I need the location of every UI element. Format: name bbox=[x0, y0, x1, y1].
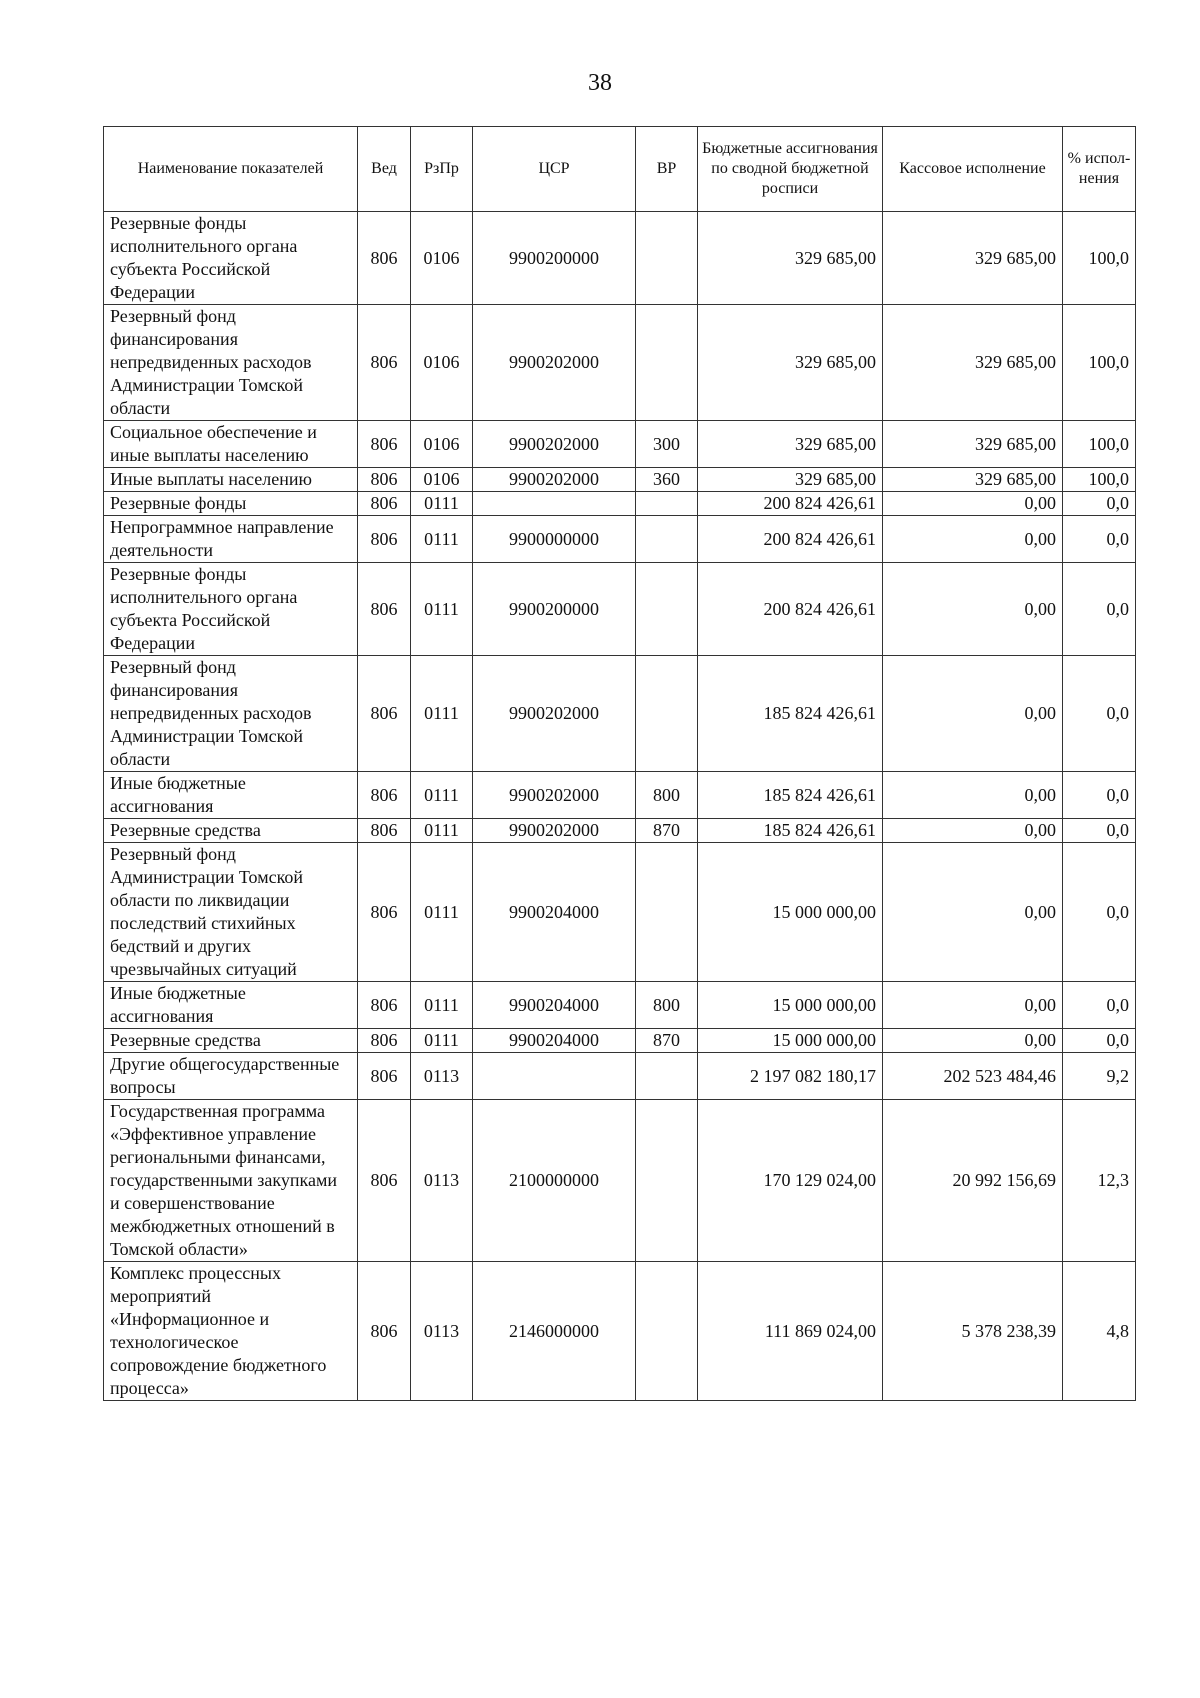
row-ved: 806 bbox=[358, 1262, 411, 1401]
row-csr: 9900202000 bbox=[473, 656, 636, 772]
row-cash: 0,00 bbox=[883, 843, 1063, 982]
row-budget: 329 685,00 bbox=[698, 468, 883, 492]
row-percent: 0,0 bbox=[1063, 819, 1136, 843]
row-ved: 806 bbox=[358, 843, 411, 982]
table-row bbox=[104, 563, 1136, 656]
row-rzpr: 0111 bbox=[411, 492, 473, 516]
row-csr: 9900204000 bbox=[473, 1029, 636, 1053]
row-rzpr: 0106 bbox=[411, 212, 473, 305]
row-ved: 806 bbox=[358, 1029, 411, 1053]
row-vr bbox=[636, 516, 698, 563]
row-budget: 200 824 426,61 bbox=[698, 492, 883, 516]
row-budget: 329 685,00 bbox=[698, 305, 883, 421]
row-budget: 111 869 024,00 bbox=[698, 1262, 883, 1401]
row-cash: 0,00 bbox=[883, 772, 1063, 819]
row-ved: 806 bbox=[358, 305, 411, 421]
row-vr: 800 bbox=[636, 982, 698, 1029]
row-csr: 2146000000 bbox=[473, 1262, 636, 1401]
row-ved: 806 bbox=[358, 563, 411, 656]
header-ved: Вед bbox=[358, 127, 411, 212]
row-name: Резервный фонд финансирования непредвиденных расходов Администрации Томской области bbox=[104, 305, 358, 421]
row-budget: 185 824 426,61 bbox=[698, 772, 883, 819]
row-percent: 0,0 bbox=[1063, 1029, 1136, 1053]
row-csr: 9900202000 bbox=[473, 468, 636, 492]
row-budget: 329 685,00 bbox=[698, 421, 883, 468]
row-rzpr: 0111 bbox=[411, 656, 473, 772]
row-budget: 15 000 000,00 bbox=[698, 982, 883, 1029]
row-cash: 329 685,00 bbox=[883, 212, 1063, 305]
row-csr: 9900202000 bbox=[473, 772, 636, 819]
row-name: Государственная программа «Эффективное управление региональными финансами, государственными закупками и совершенствование межбюджетных отношений в Томской области» bbox=[104, 1100, 358, 1262]
row-csr bbox=[473, 1053, 636, 1100]
row-percent: 100,0 bbox=[1063, 421, 1136, 468]
row-csr: 9900202000 bbox=[473, 305, 636, 421]
row-rzpr: 0113 bbox=[411, 1100, 473, 1262]
row-name: Резервные фонды исполнительного органа субъекта Российской Федерации bbox=[104, 212, 358, 305]
row-name: Резервные фонды bbox=[104, 492, 358, 516]
row-csr: 2100000000 bbox=[473, 1100, 636, 1262]
row-csr: 9900200000 bbox=[473, 563, 636, 656]
header-name: Наименование показателей bbox=[104, 127, 358, 212]
row-csr: 9900202000 bbox=[473, 819, 636, 843]
row-rzpr: 0111 bbox=[411, 982, 473, 1029]
row-ved: 806 bbox=[358, 516, 411, 563]
row-name: Резервные средства bbox=[104, 819, 358, 843]
row-percent: 0,0 bbox=[1063, 656, 1136, 772]
row-budget: 185 824 426,61 bbox=[698, 819, 883, 843]
table-row bbox=[104, 212, 1136, 305]
row-name: Резервные средства bbox=[104, 1029, 358, 1053]
row-budget: 200 824 426,61 bbox=[698, 563, 883, 656]
row-ved: 806 bbox=[358, 1053, 411, 1100]
row-ved: 806 bbox=[358, 492, 411, 516]
row-csr: 9900204000 bbox=[473, 843, 636, 982]
row-percent: 9,2 bbox=[1063, 1053, 1136, 1100]
row-percent: 0,0 bbox=[1063, 843, 1136, 982]
row-budget: 15 000 000,00 bbox=[698, 1029, 883, 1053]
table-row bbox=[104, 1029, 1136, 1053]
row-rzpr: 0113 bbox=[411, 1053, 473, 1100]
row-percent: 100,0 bbox=[1063, 212, 1136, 305]
row-cash: 5 378 238,39 bbox=[883, 1262, 1063, 1401]
table-row bbox=[104, 1100, 1136, 1262]
header-cash: Кассовое исполнение bbox=[883, 127, 1063, 212]
page-number: 38 bbox=[588, 70, 612, 96]
row-vr: 800 bbox=[636, 772, 698, 819]
row-percent: 0,0 bbox=[1063, 563, 1136, 656]
row-vr: 360 bbox=[636, 468, 698, 492]
row-vr bbox=[636, 563, 698, 656]
table-row bbox=[104, 843, 1136, 982]
row-ved: 806 bbox=[358, 982, 411, 1029]
row-percent: 0,0 bbox=[1063, 772, 1136, 819]
row-rzpr: 0111 bbox=[411, 819, 473, 843]
row-percent: 0,0 bbox=[1063, 516, 1136, 563]
row-percent: 0,0 bbox=[1063, 982, 1136, 1029]
row-ved: 806 bbox=[358, 819, 411, 843]
row-name: Резервные фонды исполнительного органа субъекта Российской Федерации bbox=[104, 563, 358, 656]
row-cash: 0,00 bbox=[883, 819, 1063, 843]
row-budget: 15 000 000,00 bbox=[698, 843, 883, 982]
row-cash: 0,00 bbox=[883, 563, 1063, 656]
row-cash: 329 685,00 bbox=[883, 305, 1063, 421]
row-cash: 0,00 bbox=[883, 656, 1063, 772]
row-cash: 0,00 bbox=[883, 1029, 1063, 1053]
row-budget: 329 685,00 bbox=[698, 212, 883, 305]
row-budget: 170 129 024,00 bbox=[698, 1100, 883, 1262]
header-percent: % испол-нения bbox=[1063, 127, 1136, 212]
row-vr: 300 bbox=[636, 421, 698, 468]
row-rzpr: 0106 bbox=[411, 421, 473, 468]
row-cash: 0,00 bbox=[883, 492, 1063, 516]
table-row bbox=[104, 982, 1136, 1029]
row-percent: 100,0 bbox=[1063, 468, 1136, 492]
row-name: Иные бюджетные ассигнования bbox=[104, 772, 358, 819]
row-csr: 9900200000 bbox=[473, 212, 636, 305]
table-row bbox=[104, 772, 1136, 819]
row-name: Резервный фонд финансирования непредвиденных расходов Администрации Томской области bbox=[104, 656, 358, 772]
row-name: Комплекс процессных мероприятий «Информационное и технологическое сопровождение бюджетного процесса» bbox=[104, 1262, 358, 1401]
row-csr: 9900204000 bbox=[473, 982, 636, 1029]
row-cash: 20 992 156,69 bbox=[883, 1100, 1063, 1262]
table-header-row bbox=[104, 127, 1136, 212]
row-rzpr: 0111 bbox=[411, 772, 473, 819]
table-row bbox=[104, 492, 1136, 516]
row-cash: 329 685,00 bbox=[883, 468, 1063, 492]
row-budget: 2 197 082 180,17 bbox=[698, 1053, 883, 1100]
row-budget: 185 824 426,61 bbox=[698, 656, 883, 772]
table-row bbox=[104, 468, 1136, 492]
row-csr: 9900202000 bbox=[473, 421, 636, 468]
row-rzpr: 0111 bbox=[411, 516, 473, 563]
row-cash: 202 523 484,46 bbox=[883, 1053, 1063, 1100]
row-rzpr: 0111 bbox=[411, 843, 473, 982]
table-row bbox=[104, 1262, 1136, 1401]
row-ved: 806 bbox=[358, 212, 411, 305]
row-name: Резервный фонд Администрации Томской области по ликвидации последствий стихийных бедствий и других чрезвычайных ситуаций bbox=[104, 843, 358, 982]
row-name: Непрограммное направление деятельности bbox=[104, 516, 358, 563]
row-rzpr: 0106 bbox=[411, 468, 473, 492]
row-vr: 870 bbox=[636, 1029, 698, 1053]
row-name: Иные бюджетные ассигнования bbox=[104, 982, 358, 1029]
row-csr: 9900000000 bbox=[473, 516, 636, 563]
row-vr bbox=[636, 843, 698, 982]
row-ved: 806 bbox=[358, 1100, 411, 1262]
row-rzpr: 0111 bbox=[411, 1029, 473, 1053]
row-ved: 806 bbox=[358, 421, 411, 468]
row-cash: 0,00 bbox=[883, 982, 1063, 1029]
row-cash: 329 685,00 bbox=[883, 421, 1063, 468]
row-rzpr: 0111 bbox=[411, 563, 473, 656]
row-rzpr: 0106 bbox=[411, 305, 473, 421]
table-row bbox=[104, 656, 1136, 772]
row-vr bbox=[636, 305, 698, 421]
header-rzpr: РзПр bbox=[411, 127, 473, 212]
row-vr bbox=[636, 1053, 698, 1100]
row-vr bbox=[636, 1262, 698, 1401]
budget-table bbox=[103, 126, 1136, 1401]
row-percent: 12,3 bbox=[1063, 1100, 1136, 1262]
header-budget: Бюджетные ассигнования по сводной бюджетной росписи bbox=[698, 127, 883, 212]
row-percent: 100,0 bbox=[1063, 305, 1136, 421]
table-row bbox=[104, 421, 1136, 468]
row-ved: 806 bbox=[358, 772, 411, 819]
row-rzpr: 0113 bbox=[411, 1262, 473, 1401]
row-cash: 0,00 bbox=[883, 516, 1063, 563]
table-row bbox=[104, 1053, 1136, 1100]
table-row bbox=[104, 516, 1136, 563]
header-csr: ЦСР bbox=[473, 127, 636, 212]
header-vr: ВР bbox=[636, 127, 698, 212]
row-csr bbox=[473, 492, 636, 516]
row-ved: 806 bbox=[358, 656, 411, 772]
row-percent: 0,0 bbox=[1063, 492, 1136, 516]
table-row bbox=[104, 305, 1136, 421]
row-ved: 806 bbox=[358, 468, 411, 492]
row-budget: 200 824 426,61 bbox=[698, 516, 883, 563]
row-name: Другие общегосударственные вопросы bbox=[104, 1053, 358, 1100]
row-vr bbox=[636, 492, 698, 516]
row-name: Иные выплаты населению bbox=[104, 468, 358, 492]
table-row bbox=[104, 819, 1136, 843]
row-name: Социальное обеспечение и иные выплаты населению bbox=[104, 421, 358, 468]
row-vr bbox=[636, 1100, 698, 1262]
row-vr bbox=[636, 656, 698, 772]
row-vr bbox=[636, 212, 698, 305]
row-percent: 4,8 bbox=[1063, 1262, 1136, 1401]
row-vr: 870 bbox=[636, 819, 698, 843]
